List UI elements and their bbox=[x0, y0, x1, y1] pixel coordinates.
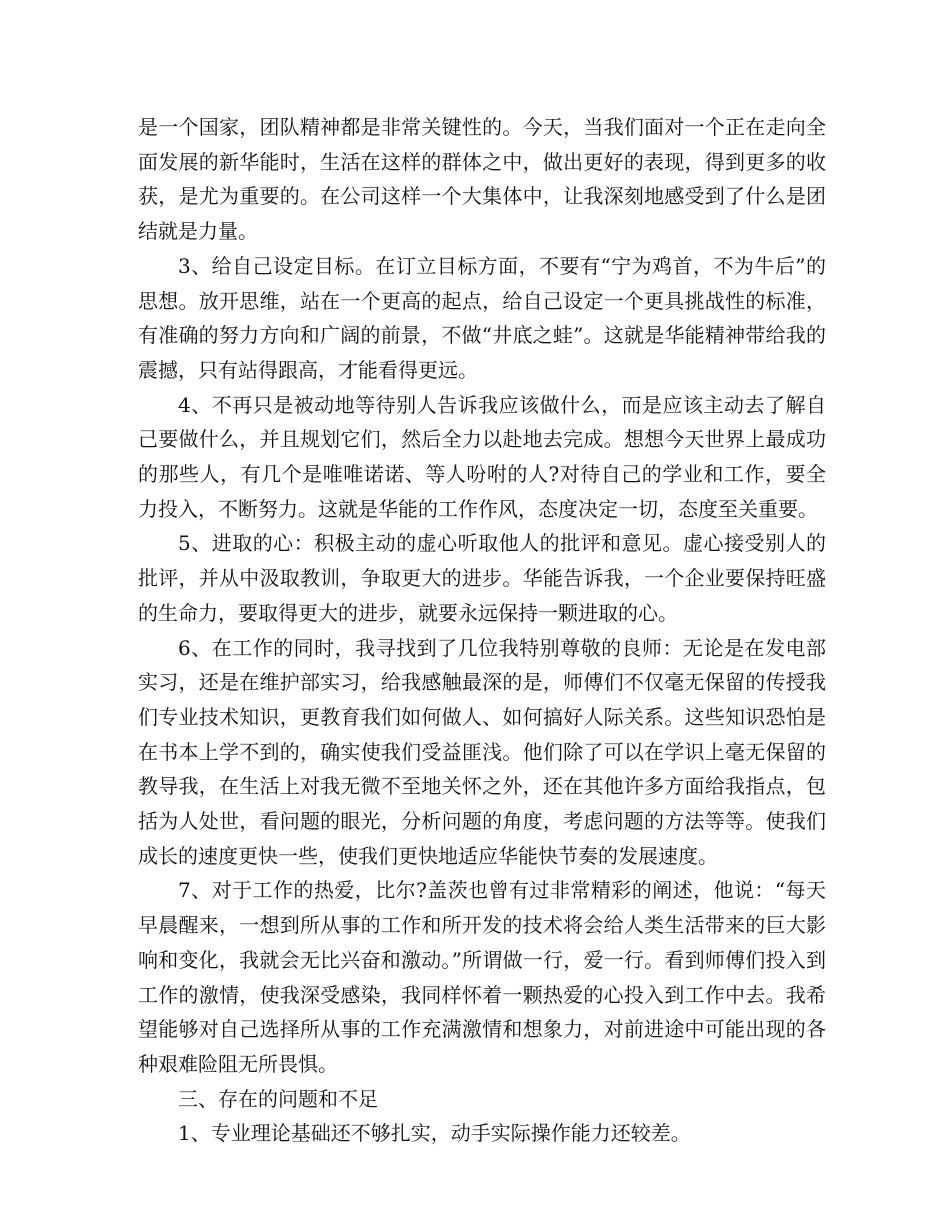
paragraph-teamwork-continuation: 是一个国家，团队精神都是非常关键性的。今天，当我们面对一个正在走向全面发展的新华能时，生活在这样的群体之中，做出更好的表现，得到更多的收获，是尤为重要的。在公司这样一个大集体中，让我深刻地感受到了什么是团结就是力量。 bbox=[138, 115, 826, 244]
paragraph-point-6-mentors: 6、在工作的同时，我寻找到了几位我特别尊敬的良师：无论是在发电部实习，还是在维护部实习，给我感触最深的是，师傅们不仅毫无保留的传授我们专业技术知识，更教育我们如何做人、如何搞好人际关系。这些知识恐怕是在书本上学不到的，确实使我们受益匪浅。他们除了可以在学识上毫无保留的教导我，在生活上对我无微不至地关怀之外，还在其他许多方面给我指点，包括为人处世，看问题的眼光，分析问题的角度，考虑问题的方法等等。使我们成长的速度更快一些，使我们更快地适应华能快节奏的发展速度。 bbox=[138, 635, 826, 868]
paragraph-point-5-enterprising-heart: 5、进取的心：积极主动的虚心听取他人的批评和意见。虚心接受别人的批评，并从中汲取教训，争取更大的进步。华能告诉我，一个企业要保持旺盛的生命力，要取得更大的进步，就要永远保持一颗进取的心。 bbox=[138, 531, 826, 625]
paragraph-point-7-passion-for-work: 7、对于工作的热爱，比尔?盖茨也曾有过非常精彩的阐述，他说：“每天早晨醒来，一想到所从事的工作和所开发的技术将会给人类生活带来的巨大影响和变化，我就会无比兴奋和激动。”所谓做一行，爱一行。看到师傅们投入到工作的激情，使我深受感染，我同样怀着一颗热爱的心投入到工作中去。我希望能够对自己选择所从事的工作充满激情和想象力，对前进途中可能出现的各种艰难险阻无所畏惧。 bbox=[138, 878, 826, 1076]
paragraph-point-4-initiative: 4、不再只是被动地等待别人告诉我应该做什么，而是应该主动去了解自己要做什么，并且规划它们，然后全力以赴地去完成。想想今天世界上最成功的那些人，有几个是唯唯诺诺、等人吩咐的人?对待自己的学业和工作，要全力投入，不断努力。这就是华能的工作作风，态度决定一切，态度至关重要。 bbox=[138, 392, 826, 521]
document-body bbox=[138, 110, 826, 1151]
section-heading-problems: 三、存在的问题和不足 bbox=[178, 1086, 378, 1111]
paragraph-problem-1: 1、专业理论基础还不够扎实，动手实际操作能力还较差。 bbox=[178, 1121, 691, 1146]
paragraph-point-3-set-goals: 3、给自己设定目标。在订立目标方面，不要有“宁为鸡首，不为牛后”的思想。放开思维，站在一个更高的起点，给自己设定一个更具挑战性的标准，有准确的努力方向和广阔的前景，不做“井底之蛙”。这就是华能精神带给我的震撼，只有站得跟高，才能看得更远。 bbox=[138, 253, 826, 382]
